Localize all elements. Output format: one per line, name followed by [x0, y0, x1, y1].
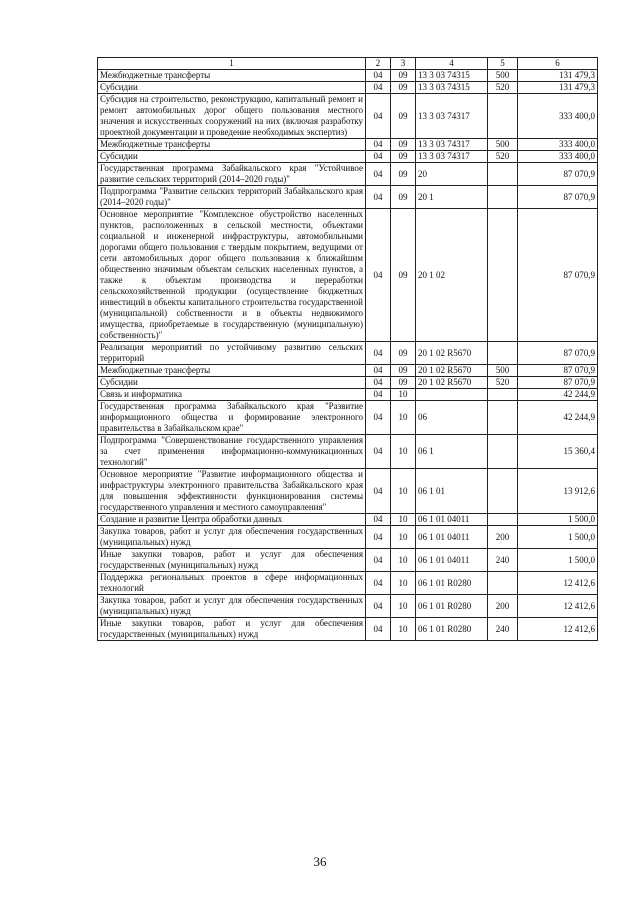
amount-cell: 1 500,0 [518, 514, 598, 526]
table-row [98, 469, 598, 514]
item-name-cell: Государственная программа Забайкальского края "Развитие информационного общества и формирование электронного правительства в Забайкальском крае" [98, 401, 366, 435]
expense-type-cell: 200 [488, 526, 518, 549]
header-cell: 5 [488, 58, 518, 70]
item-name-cell: Субсидии [98, 377, 366, 389]
expense-type-cell [488, 469, 518, 514]
subsection-code-cell: 10 [391, 469, 416, 514]
item-name-cell: Субсидии [98, 151, 366, 163]
amount-cell: 333 400,0 [518, 139, 598, 151]
expense-type-cell: 500 [488, 365, 518, 377]
item-name-cell: Основное мероприятие "Комплексное обустройство населенных пунктов, расположенных в сельской местности, объектами социальной и инженерной инфраструктуры, автомобильными дорогами общего пользования с твердым покрытием, ведущими от сети автомобильных дорог общего пользования к ближайшим общественно значимым объектам сельских населенных пунктов, а также к объектам производства и переработки сельскохозяйственной продукции (осуществление бюджетных инвестиций в объекты капитального строительства государственной (муниципальной) собственности и в объекты недвижимого имущества, приобретаемые в государственную (муниципальную) собственность)" [98, 209, 366, 342]
item-name-cell: Иные закупки товаров, работ и услуг для обеспечения государственных (муниципальных) нужд [98, 618, 366, 641]
amount-cell: 15 360,4 [518, 435, 598, 469]
amount-cell: 333 400,0 [518, 151, 598, 163]
item-name-cell: Подпрограмма "Развитие сельских территорий Забайкальского края (2014–2020 годы)" [98, 186, 366, 209]
section-code-cell: 04 [366, 82, 391, 94]
target-article-cell: 13 3 03 74317 [416, 94, 488, 139]
expense-type-cell [488, 435, 518, 469]
amount-cell: 87 070,9 [518, 377, 598, 389]
subsection-code-cell: 09 [391, 377, 416, 389]
item-name-cell: Создание и развитие Центра обработки данных [98, 514, 366, 526]
section-code-cell: 04 [366, 186, 391, 209]
expense-type-cell: 240 [488, 618, 518, 641]
header-cell: 1 [98, 58, 366, 70]
table-body [98, 58, 598, 641]
amount-cell: 42 244,9 [518, 401, 598, 435]
section-code-cell: 04 [366, 342, 391, 365]
section-code-cell: 04 [366, 514, 391, 526]
subsection-code-cell: 10 [391, 435, 416, 469]
amount-cell: 87 070,9 [518, 342, 598, 365]
amount-cell: 87 070,9 [518, 209, 598, 342]
section-code-cell: 04 [366, 94, 391, 139]
amount-cell: 13 912,6 [518, 469, 598, 514]
subsection-code-cell: 09 [391, 342, 416, 365]
section-code-cell: 04 [366, 139, 391, 151]
target-article-cell: 20 1 [416, 186, 488, 209]
target-article-cell: 13 3 03 74317 [416, 139, 488, 151]
amount-cell: 12 412,6 [518, 595, 598, 618]
target-article-cell: 06 [416, 401, 488, 435]
target-article-cell: 20 [416, 163, 488, 186]
subsection-code-cell: 10 [391, 389, 416, 401]
amount-cell: 131 479,3 [518, 70, 598, 82]
subsection-code-cell: 10 [391, 526, 416, 549]
expense-type-cell: 520 [488, 377, 518, 389]
target-article-cell: 06 1 01 04011 [416, 549, 488, 572]
item-name-cell: Поддержка региональных проектов в сфере информационных технологий [98, 572, 366, 595]
amount-cell: 87 070,9 [518, 365, 598, 377]
table-row [98, 365, 598, 377]
section-code-cell: 04 [366, 389, 391, 401]
section-code-cell: 04 [366, 209, 391, 342]
subsection-code-cell: 09 [391, 151, 416, 163]
subsection-code-cell: 10 [391, 549, 416, 572]
table-row [98, 526, 598, 549]
item-name-cell: Межбюджетные трансферты [98, 139, 366, 151]
section-code-cell: 04 [366, 70, 391, 82]
table-row [98, 595, 598, 618]
expense-type-cell [488, 163, 518, 186]
target-article-cell: 06 1 01 [416, 469, 488, 514]
table-row [98, 163, 598, 186]
section-code-cell: 04 [366, 377, 391, 389]
expense-type-cell [488, 401, 518, 435]
expense-type-cell: 200 [488, 595, 518, 618]
expense-type-cell [488, 209, 518, 342]
section-code-cell: 04 [366, 151, 391, 163]
item-name-cell: Межбюджетные трансферты [98, 70, 366, 82]
subsection-code-cell: 09 [391, 209, 416, 342]
expense-type-cell [488, 94, 518, 139]
table-row [98, 514, 598, 526]
item-name-cell: Субсидия на строительство, реконструкцию, капитальный ремонт и ремонт автомобильных дорог общего пользования местного значения и искусственных сооружений на них (включая разработку проектной документации и проведение необходимых экспертиз) [98, 94, 366, 139]
section-code-cell: 04 [366, 469, 391, 514]
section-code-cell: 04 [366, 572, 391, 595]
header-row [98, 58, 598, 70]
table-row [98, 342, 598, 365]
section-code-cell: 04 [366, 435, 391, 469]
page-number: 36 [313, 854, 327, 869]
section-code-cell: 04 [366, 595, 391, 618]
section-code-cell: 04 [366, 365, 391, 377]
target-article-cell: 13 3 03 74317 [416, 151, 488, 163]
subsection-code-cell: 10 [391, 618, 416, 641]
amount-cell: 1 500,0 [518, 549, 598, 572]
item-name-cell: Иные закупки товаров, работ и услуг для обеспечения государственных (муниципальных) нужд [98, 549, 366, 572]
target-article-cell: 20 1 02 R5670 [416, 365, 488, 377]
amount-cell: 333 400,0 [518, 94, 598, 139]
amount-cell: 87 070,9 [518, 163, 598, 186]
item-name-cell: Связь и информатика [98, 389, 366, 401]
target-article-cell: 20 1 02 R5670 [416, 377, 488, 389]
header-cell: 4 [416, 58, 488, 70]
subsection-code-cell: 09 [391, 163, 416, 186]
table-row [98, 209, 598, 342]
target-article-cell: 20 1 02 R5670 [416, 342, 488, 365]
target-article-cell: 13 3 03 74315 [416, 82, 488, 94]
expense-type-cell [488, 186, 518, 209]
target-article-cell: 06 1 01 04011 [416, 514, 488, 526]
header-cell: 6 [518, 58, 598, 70]
subsection-code-cell: 09 [391, 70, 416, 82]
target-article-cell: 06 1 01 R0280 [416, 618, 488, 641]
table-row [98, 377, 598, 389]
item-name-cell: Субсидии [98, 82, 366, 94]
target-article-cell: 06 1 01 R0280 [416, 572, 488, 595]
section-code-cell: 04 [366, 526, 391, 549]
target-article-cell [416, 389, 488, 401]
expense-type-cell [488, 514, 518, 526]
expense-type-cell [488, 572, 518, 595]
expense-type-cell: 520 [488, 151, 518, 163]
table-row [98, 389, 598, 401]
expense-type-cell: 240 [488, 549, 518, 572]
header-cell: 2 [366, 58, 391, 70]
amount-cell: 42 244,9 [518, 389, 598, 401]
subsection-code-cell: 09 [391, 82, 416, 94]
item-name-cell: Закупка товаров, работ и услуг для обеспечения государственных (муниципальных) нужд [98, 526, 366, 549]
subsection-code-cell: 09 [391, 139, 416, 151]
item-name-cell: Закупка товаров, работ и услуг для обеспечения государственных (муниципальных) нужд [98, 595, 366, 618]
table-row [98, 70, 598, 82]
target-article-cell: 13 3 03 74315 [416, 70, 488, 82]
target-article-cell: 06 1 01 04011 [416, 526, 488, 549]
target-article-cell: 06 1 01 R0280 [416, 595, 488, 618]
subsection-code-cell: 10 [391, 401, 416, 435]
expense-type-cell: 520 [488, 82, 518, 94]
table-row [98, 151, 598, 163]
table-row [98, 618, 598, 641]
expense-type-cell: 500 [488, 139, 518, 151]
subsection-code-cell: 10 [391, 572, 416, 595]
table-row [98, 401, 598, 435]
target-article-cell: 20 1 02 [416, 209, 488, 342]
section-code-cell: 04 [366, 163, 391, 186]
target-article-cell: 06 1 [416, 435, 488, 469]
amount-cell: 12 412,6 [518, 572, 598, 595]
item-name-cell: Реализация мероприятий по устойчивому развитию сельских территорий [98, 342, 366, 365]
section-code-cell: 04 [366, 618, 391, 641]
subsection-code-cell: 09 [391, 94, 416, 139]
expense-type-cell: 500 [488, 70, 518, 82]
section-code-cell: 04 [366, 401, 391, 435]
subsection-code-cell: 09 [391, 186, 416, 209]
subsection-code-cell: 09 [391, 365, 416, 377]
expense-type-cell [488, 342, 518, 365]
table-row [98, 82, 598, 94]
header-cell: 3 [391, 58, 416, 70]
table-row [98, 549, 598, 572]
table-row [98, 186, 598, 209]
amount-cell: 131 479,3 [518, 82, 598, 94]
table-row [98, 572, 598, 595]
subsection-code-cell: 10 [391, 595, 416, 618]
subsection-code-cell: 10 [391, 514, 416, 526]
item-name-cell: Государственная программа Забайкальского края "Устойчивое развитие сельских территорий (2014–2020 годы)" [98, 163, 366, 186]
table-row [98, 435, 598, 469]
table-row [98, 139, 598, 151]
item-name-cell: Подпрограмма "Совершенствование государственного управления за счет применения информационно-коммуникационных технологий" [98, 435, 366, 469]
budget-table [97, 57, 598, 641]
amount-cell: 1 500,0 [518, 526, 598, 549]
table-row [98, 94, 598, 139]
expense-type-cell [488, 389, 518, 401]
item-name-cell: Межбюджетные трансферты [98, 365, 366, 377]
section-code-cell: 04 [366, 549, 391, 572]
item-name-cell: Основное мероприятие "Развитие информационного общества и инфраструктуры электронного правительства Забайкальского края для повышения эффективности функционирования системы государственного управления и местного самоуправления" [98, 469, 366, 514]
amount-cell: 12 412,6 [518, 618, 598, 641]
amount-cell: 87 070,9 [518, 186, 598, 209]
